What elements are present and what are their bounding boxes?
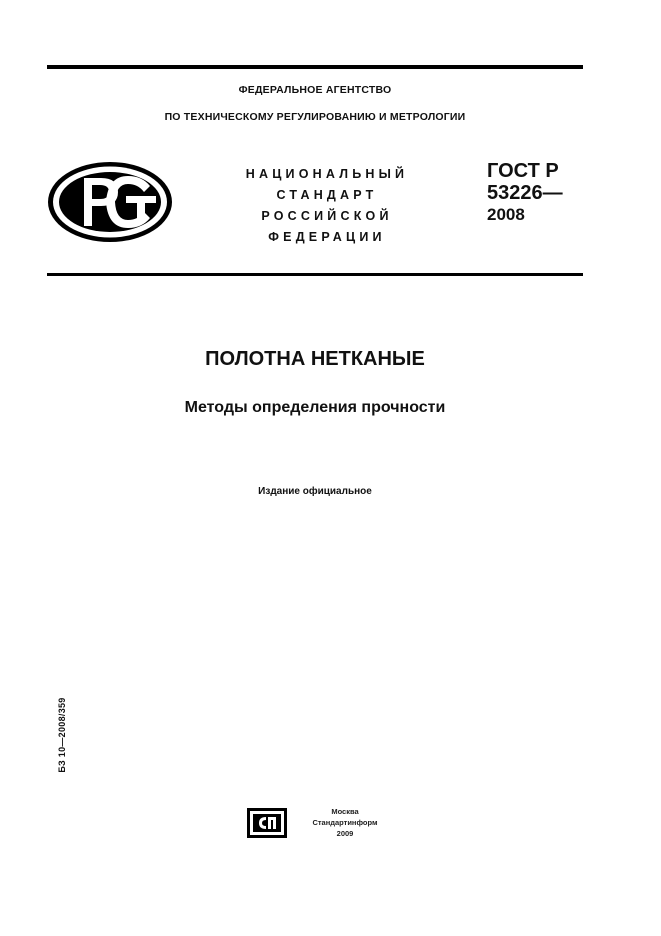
designation-line-2: 53226— [487, 182, 563, 204]
publisher-name: Стандартинформ [312, 818, 378, 827]
national-standard-label [232, 164, 422, 248]
national-standard-line-2: СТАНДАРТ [276, 188, 378, 202]
document-title: ПОЛОТНА НЕТКАНЫЕ [205, 348, 425, 370]
publisher-imprint [297, 806, 393, 839]
standard-designation [487, 160, 563, 226]
agency-name-line-1: ФЕДЕРАЛЬНОЕ АГЕНТСТВО [238, 84, 392, 96]
national-standard-line-4: ФЕДЕРАЦИИ [268, 230, 386, 244]
agency-name-line-2: ПО ТЕХНИЧЕСКОМУ РЕГУЛИРОВАНИЮ И МЕТРОЛОГИИ [164, 111, 466, 123]
standartinform-logo-icon [247, 808, 287, 838]
publisher-city: Москва [331, 807, 359, 816]
top-rule [47, 65, 583, 69]
document-subtitle: Методы определения прочности [184, 399, 446, 416]
designation-line-1: ГОСТ Р [487, 160, 559, 182]
middle-rule [47, 273, 583, 276]
publisher-year: 2009 [336, 829, 354, 838]
national-standard-line-3: РОССИЙСКОЙ [261, 209, 393, 223]
edition-note: Издание официальное [258, 486, 372, 497]
national-standard-line-1: НАЦИОНАЛЬНЫЙ [245, 167, 409, 181]
gost-r-logo-icon [46, 160, 174, 244]
side-catalog-code: БЗ 10—2008/359 [57, 697, 67, 773]
designation-line-3: 2008 [487, 205, 525, 224]
